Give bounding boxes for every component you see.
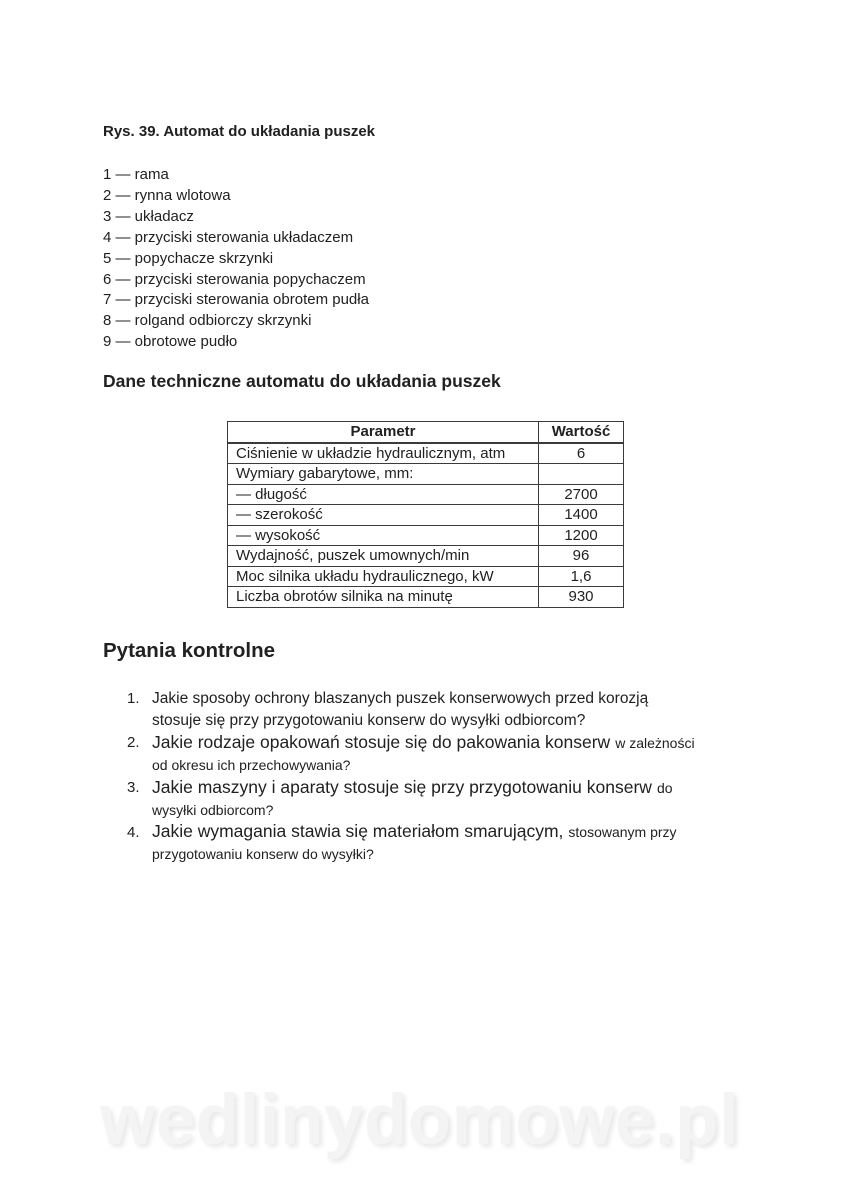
figure-parts-list [103,165,369,353]
question-tail: do [656,779,673,796]
part-item: 8 — rolgand odbiorczy skrzynki [103,312,312,330]
param-cell: Moc silnika układu hydraulicznego, kW [228,566,539,587]
question-number: 4. [127,823,140,841]
question-number: 3. [127,779,140,797]
part-item: 2 — rynna wlotowa [103,186,231,204]
param-cell: Ciśnienie w układzie hydraulicznym, atm [228,443,539,464]
table-row [228,464,624,485]
table-row [228,525,624,546]
questions-list [127,688,767,866]
table-header-wartosc: Wartość [539,422,624,443]
tech-data-table [227,421,624,608]
question-main: Jakie maszyny i aparaty stosuje się przy przygotowaniu konserw [152,776,652,797]
watermark-text: wedlinydomowe.pl [100,1081,740,1160]
question-line2: od okresu ich przechowywania? [152,756,351,773]
question-number: 1. [127,690,140,707]
question-item [127,821,767,866]
question-text [152,821,767,866]
question-main: Jakie sposoby ochrony blaszanych puszek konserwowych przed korozją [152,690,649,707]
param-cell: — długość [228,484,539,505]
figure-caption: Rys. 39. Automat do układania puszek [103,123,376,140]
question-text [152,732,767,777]
question-line2: wysyłki odbiorcom? [152,801,274,818]
table-row [228,443,624,464]
question-item [127,688,767,732]
question-item [127,777,767,822]
param-cell: Wymiary gabarytowe, mm: [228,464,539,485]
part-item: 7 — przyciski sterowania obrotem pudła [103,291,369,309]
value-cell: 930 [539,587,624,608]
part-item: 1 — rama [103,166,169,183]
question-main: Jakie wymagania stawia się materiałom smarującym, [152,821,564,842]
param-cell: Wydajność, puszek umownych/min [228,546,539,567]
question-line2: przygotowaniu konserw do wysyłki? [152,846,374,863]
value-cell [539,464,624,485]
param-cell: — szerokość [228,505,539,526]
part-item: 3 — układacz [103,207,194,225]
value-cell: 2700 [539,484,624,505]
table-row [228,546,624,567]
part-item: 5 — popychacze skrzynki [103,249,274,267]
question-number: 2. [127,734,140,752]
question-item [127,732,767,777]
value-cell: 96 [539,546,624,567]
part-item: 4 — przyciski sterowania układaczem [103,228,354,246]
question-tail: w zależności [615,734,695,751]
value-cell: 1400 [539,505,624,526]
param-cell: — wysokość [228,525,539,546]
part-item: 6 — przyciski sterowania popychaczem [103,270,366,288]
value-cell: 1200 [539,525,624,546]
question-main: Jakie rodzaje opakowań stosuje się do pakowania konserw [152,731,611,752]
table-header-parametr: Parametr [228,422,539,443]
table-row [228,505,624,526]
question-text [152,688,767,732]
question-tail: stosowanym przy [568,824,677,841]
table-header-row [228,422,624,443]
value-cell: 1,6 [539,566,624,587]
param-cell: Liczba obrotów silnika na minutę [228,587,539,608]
question-text [152,777,767,822]
table-row [228,484,624,505]
questions-heading: Pytania kontrolne [103,639,276,662]
table-row [228,587,624,608]
tech-data-heading: Dane techniczne automatu do układania puszek [103,371,501,391]
value-cell: 6 [539,443,624,464]
part-item: 9 — obrotowe pudło [103,333,238,351]
question-line2: stosuje się przy przygotowaniu konserw do wysyłki odbiorcom? [152,711,586,729]
table-row [228,566,624,587]
